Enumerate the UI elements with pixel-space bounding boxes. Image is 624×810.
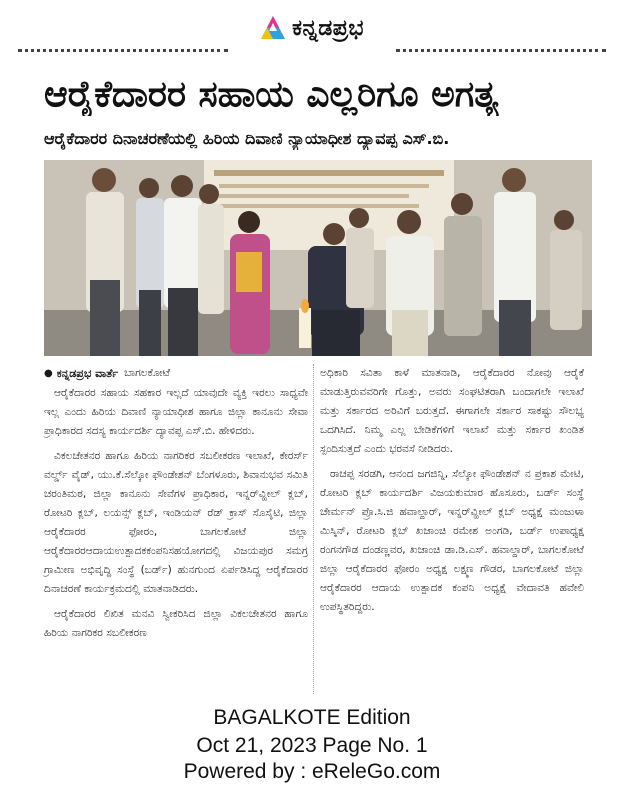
event-photo-graphic <box>44 160 592 356</box>
article-column-right <box>320 364 584 623</box>
article-paragraph: ವಿಕಲಚೇತನರ ಹಾಗೂ ಹಿರಿಯ ನಾಗರಿಕರ ಸಬಲೀಕರಣ ಇಲಾಖೆ, ಕೇರರ್ಸ್ ವರ್ಲ್ಡ್ ವೈಡ್, ಯು.ಕೆ.ಸೆಲ್ಕೋ ಫೌಂಡೇಶನ್ ಬೆಂಗಳೂರು, ಶಿವಾನುಭವ ಸಮಿತಿ ಚರಂತಿಮಠ, ಜಿಲ್ಲಾ ಕಾನೂನು ಸೇವೆಗಳ ಪ್ರಾಧಿಕಾರ, ಇನ್ನರ್‌ವ್ಹೀಲ್ ಕ್ಲಬ್, ರೋಟರಿ ಕ್ಲಬ್, ಲಯನ್ಸ್ ಕ್ಲಬ್, ಇಂಡಿಯನ್ ರೆಡ್ ಕ್ರಾಸ್ ಸೊಸೈಟಿ, ಜಿಲ್ಲಾ ಆರೈಕೆದಾರರ ಫೋರಂ, ಬಾಗಲಕೋಟೆ ಜಿಲ್ಲಾ ಆರೈಕೆದಾರರಆದಾಯಉತ್ಪಾದಕಕಂಪನಿಸಹಯೋಗದಲ್ಲಿ ವಿಜಯಪುರ ಸಮಗ್ರ ಗ್ರಾಮೀಣ ಅಭಿವೃದ್ಧಿ ಸಂಸ್ಥೆ (ಬರ್ಡ್) ಹುನಗುಂದ ಏರ್ಪಡಿಸಿದ್ದ ಆರೈಕೆದಾರರ ದಿನಾಚರಣೆ ಕಾರ್ಯಕ್ರಮದಲ್ಲಿ ಮಾತನಾಡಿದರು. <box>44 450 308 595</box>
masthead-rule-left <box>18 49 228 52</box>
column-divider <box>313 364 314 694</box>
kannada-prabha-triangle-logo <box>260 15 286 41</box>
article-headline: ಆರೈಕೆದಾರರ ಸಹಾಯ ಎಲ್ಲರಿಗೂ ಅಗತ್ಯ <box>44 74 499 115</box>
edition-label: BAGALKOTE Edition <box>213 706 411 729</box>
brand-name: ಕನ್ನಡಪ್ರಭ <box>292 15 364 41</box>
article-column-left <box>44 364 308 649</box>
article-paragraph: ರಾಚಪ್ಪ ಸರಡಗಿ, ಆನಂದ ಜಗಜಿನ್ನಿ, ಸೆಲ್ಕೋ ಫೌಂಡೇಶನ್ ನ ಪ್ರಕಾಶ ಮೇಟಿ, ರೋಟರಿ ಕ್ಲಬ್ ಕಾರ್ಯದರ್ಶಿ ವಿಜಯಕುಮಾರ ಹೊಸೂರು, ಬರ್ಡ್ ಸಂಸ್ಥೆ ಚೇರ್ಮನ್ ಪ್ರೊ.ಸಿ.ಜಿ ಹವಾಲ್ದಾರ್, ಇನ್ನರ್‌ವ್ಹೀಲ್ ಕ್ಲಬ್ ಅಧ್ಯಕ್ಷೆ ಮಂಜುಳಾ ಮಿಸ್ಕಿನ್, ರೋಟರಿ ಕ್ಲಬ್ ಖಜಾಂಚಿ ರಮೇಶ ಅಂಗಡಿ, ಬರ್ಡ್ ಉಪಾಧ್ಯಕ್ಷ ರಂಗನಗೌಡ ದಂಡಣ್ಣವರ, ಖಜಾಂಚಿ ಡಾ.ಡಿ.ಎಸ್. ಹವಾಲ್ದಾರ್, ಬಾಗಲಕೋಟೆ ಜಿಲ್ಲಾ ಆರೈಕೆದಾರರ ಫೋರಂ ಅಧ್ಯಕ್ಷ ಲಕ್ಷ್ಮಣ ಗೌಡರ, ಬಾಗಲಕೋಟೆ ಜಿಲ್ಲಾ ಆರೈಕೆದಾರರ ಆದಾಯ ಉತ್ಪಾದಕ ಕಂಪನಿ ಅಧ್ಯಕ್ಷೆ ವೇದಾವತಿ ಹವೇಲಿ ಉಪಸ್ಥಿತರಿದ್ದರು. <box>320 468 584 613</box>
powered-by-link[interactable]: Powered by : eReleGo.com <box>183 760 441 783</box>
article-paragraph: ಅಧಿಕಾರಿ ಸವಿತಾ ಕಾಳೆ ಮಾತನಾಡಿ, ಆರೈಕೆದಾರರ ನೋವು ಆರೈಕೆ ಮಾಡುತ್ತಿರುವವರಿಗೇ ಗೊತ್ತು, ಅವರು ಸಂಘಟಿತರಾಗಿ ಬಂದಾಗಲೇ ಇಲಾಖೆ ಮತ್ತು ಸರ್ಕಾರದ ಅರಿವಿಗೆ ಬರುತ್ತದೆ. ಈಗಾಗಲೇ ಸರ್ಕಾರ ಸಾಕಷ್ಟು ಸೌಲಭ್ಯ ಒದಗಿಸಿದೆ. ನಿಮ್ಮ ಎಲ್ಲ ಬೇಡಿಕೆಗಳಿಗೆ ಇಲಾಖೆ ಮತ್ತು ಸರ್ಕಾರ ಖಂಡಿತ ಸ್ಪಂದಿಸುತ್ತದೆ ಎಂದು ಭರವಸೆ ನೀಡಿದರು. <box>320 367 584 455</box>
byline-brand: ಕನ್ನಡಪ್ರಭ ವಾರ್ತೆ <box>56 367 119 380</box>
byline-place: ಬಾಗಲಕೋಟೆ <box>124 367 171 379</box>
article-paragraph: ಆರೈಕೆದಾರರ ಸಹಾಯ ಸಹಕಾರ ಇಲ್ಲದೆ ಯಾವುದೇ ವ್ಯಕ್ತಿ ಇರಲು ಸಾಧ್ಯವೇ ಇಲ್ಲ ಎಂದು ಹಿರಿಯ ದಿವಾಣಿ ನ್ಯಾಯಾಧೀಶ ಹಾಗೂ ಜಿಲ್ಲಾ ಕಾನೂನು ಸೇವಾ ಪ್ರಾಧಿಕಾರದ ಸದಸ್ಯ ಕಾರ್ಯದರ್ಶಿ ದ್ಯಾವಪ್ಪ ಎಸ್.ಬಿ. ಹೇಳಿದರು. <box>44 387 308 437</box>
bullet-icon: ● <box>44 368 53 379</box>
byline <box>44 364 308 383</box>
event-photo <box>44 160 592 356</box>
article-paragraph: ಆರೈಕೆದಾರರ ಲಿಖಿತ ಮನವಿ ಸ್ವೀಕರಿಸಿದ ಜಿಲ್ಲಾ ವಿಕಲಚೇತನರ ಹಾಗೂ ಹಿರಿಯ ನಾಗರಿಕರ ಸಬಲೀಕರಣ <box>44 608 308 639</box>
masthead <box>0 8 624 48</box>
masthead-rule-right <box>396 49 606 52</box>
date-page-label: Oct 21, 2023 Page No. 1 <box>196 734 428 757</box>
article-subhead: ಆರೈಕೆದಾರರ ದಿನಾಚರಣೆಯಲ್ಲಿ ಹಿರಿಯ ದಿವಾಣಿ ನ್ಯಾಯಾಧೀಶ ದ್ಯಾವಪ್ಪ ಎಸ್.ಬಿ. <box>44 129 450 148</box>
